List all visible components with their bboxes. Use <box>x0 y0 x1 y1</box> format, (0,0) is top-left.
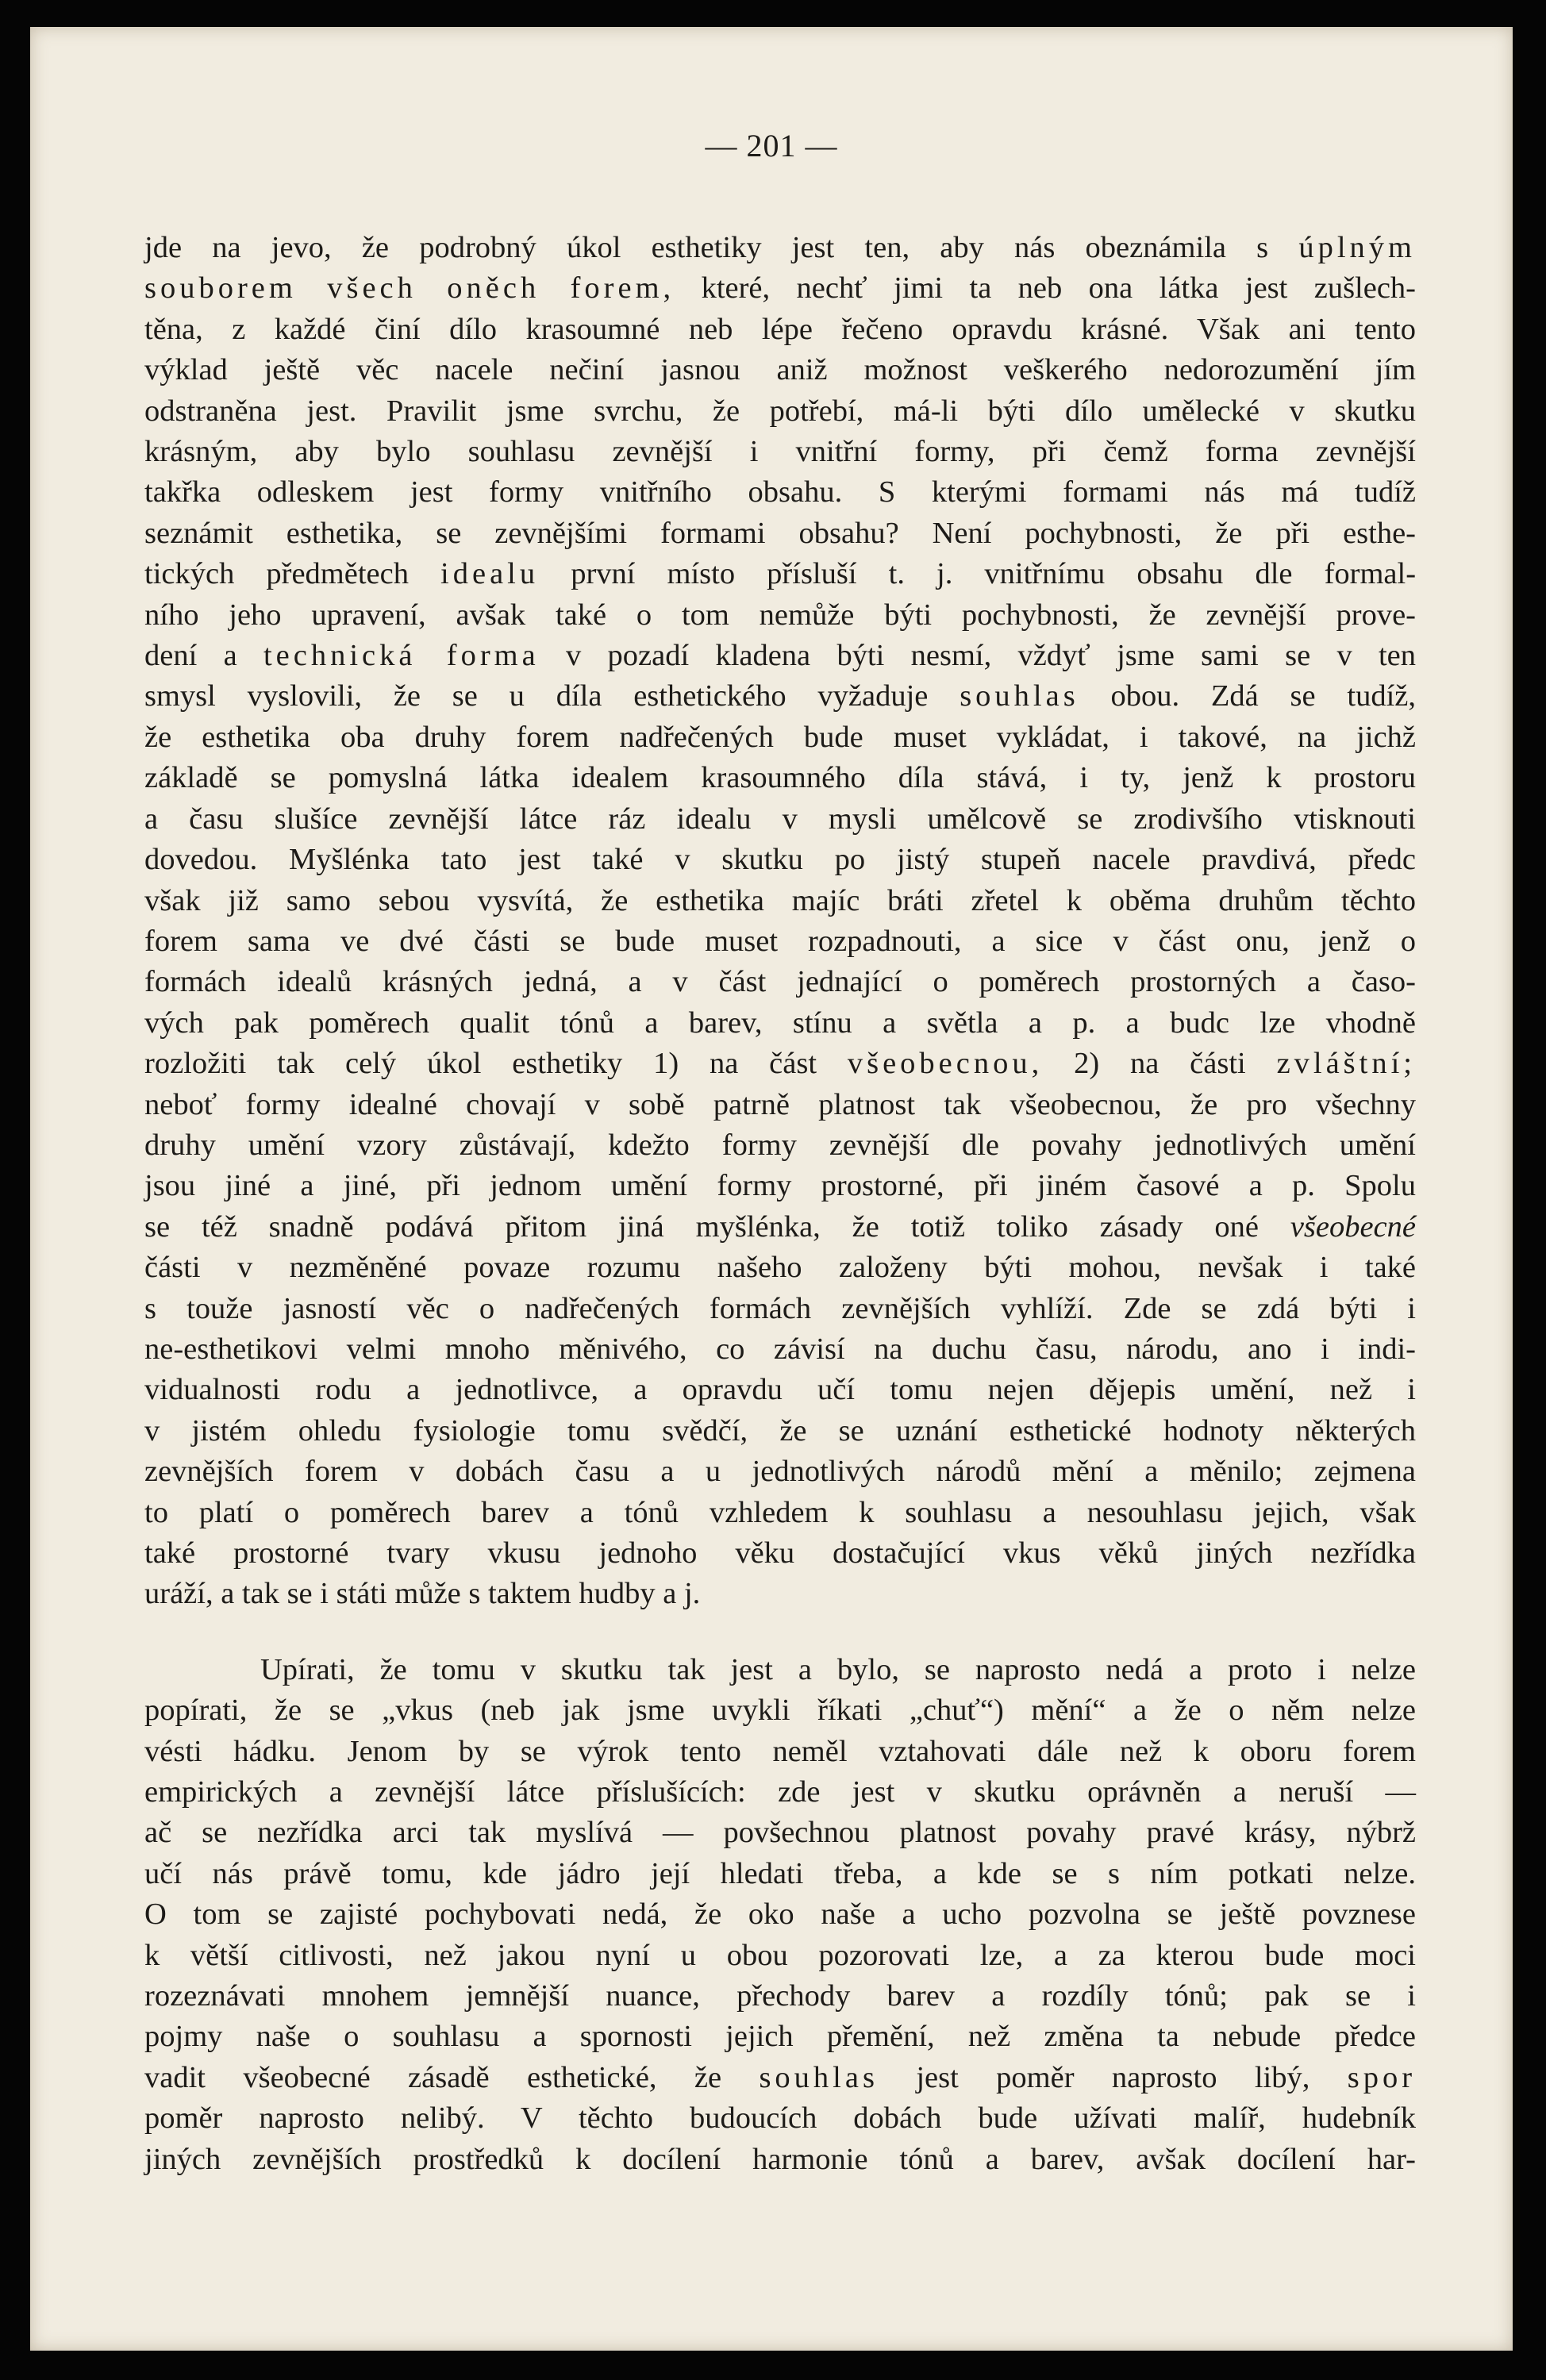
text-line: výklad ještě věc nacele nečiní jasnou aniž možnost veškerého nedorozumění jím <box>144 353 1416 387</box>
text-line: neboť formy idealné chovají v sobě patrně platnost tak všeobecnou, že pro všechny <box>144 1087 1416 1121</box>
text-line: tických předmětech idealu první místo přísluší t. j. vnitřnímu obsahu dle formal- <box>144 557 1417 591</box>
text-line: O tom se zajisté pochybovati nedá, že oko naše a ucho pozvolna se ještě povznese <box>144 1897 1416 1932</box>
book-page <box>30 27 1513 2351</box>
text-line: rozložiti tak celý úkol esthetiky 1) na část všeobecnou, 2) na části zvláštní; <box>144 1047 1417 1081</box>
text-line: jiných zevnějších prostředků k docílení harmonie tónů a barev, avšak docílení har- <box>144 2142 1416 2176</box>
text-line: empirických a zevnější látce příslušících: zde jest v skutku oprávněn a neruší — <box>144 1775 1416 1809</box>
body-text <box>144 228 1416 2180</box>
text-line: však již samo sebou vysvítá, že esthetika majíc bráti zřetel k oběma druhům těchto <box>144 883 1416 917</box>
text-line: rozeznávati mnohem jemnější nuance, přechody barev a rozdíly tónů; pak se i <box>144 1979 1416 2013</box>
text-line: seznámit esthetika, se zevnějšími formami obsahu? Není pochybnosti, že při esthe- <box>144 516 1416 550</box>
text-line: vidualnosti rodu a jednotlivce, a opravdu učí tomu nejen dějepis umění, než i <box>144 1373 1416 1407</box>
text-line: krásným, aby bylo souhlasu zevnější i vnitřní formy, při čemž forma zevnější <box>144 435 1416 469</box>
text-line: části v nezměněné povaze rozumu našeho založeny býti mohou, nevšak i také <box>144 1251 1416 1285</box>
text-line: forem sama ve dvé části se bude muset rozpadnouti, a sice v část onu, jenž o <box>144 924 1416 958</box>
text-line: popírati, že se „vkus (neb jak jsme uvykli říkati „chuť“) mění“ a že o něm nelze <box>144 1694 1416 1728</box>
text-line: odstraněna jest. Pravilit jsme svrchu, že potřebí, má-li býti dílo umělecké v skutku <box>144 394 1416 428</box>
text-line: druhy umění vzory zůstávají, kdežto formy zevnější dle povahy jednotlivých umění <box>144 1128 1416 1162</box>
text-line: to platí o poměrech barev a tónů vzhledem k souhlasu a nesouhlasu jejich, však <box>144 1495 1416 1529</box>
text-line: vésti hádku. Jenom by se výrok tento neměl vztahovati dále než k oboru forem <box>144 1734 1416 1768</box>
text-line: uráží, a tak se i státi může s taktem hudby a j. <box>144 1577 701 1611</box>
text-line: formách idealů krásných jedná, a v část jednající o poměrech prostorných a časo- <box>144 965 1416 999</box>
text-line: dení a technická forma v pozadí kladena býti nesmí, vždyť jsme sami se v ten <box>144 639 1417 673</box>
text-line: takřka odleskem jest formy vnitřního obsahu. S kterými formami nás má tudíž <box>144 475 1416 509</box>
text-line: s touže jasností věc o nadřečených formách zevnějších vyhlíží. Zde se zdá býti i <box>144 1291 1416 1325</box>
paragraph-1 <box>144 228 1416 1615</box>
text-line: že esthetika oba druhy forem nadřečených bude muset vykládat, i takové, na jichž <box>144 720 1416 754</box>
text-line: pojmy naše o souhlasu a spornosti jejich přemění, než změna ta nebude předce <box>144 2020 1416 2054</box>
text-line: v jistém ohledu fysiologie tomu svědčí, že se uznání esthetické hodnoty některých <box>144 1413 1416 1448</box>
text-line: základě se pomyslná látka idealem krasoumného díla stává, i ty, jenž k prostoru <box>144 761 1416 795</box>
text-line: těna, z každé činí dílo krasoumné neb lépe řečeno opravdu krásné. Však ani tento <box>144 312 1416 346</box>
text-line: jde na jevo, že podrobný úkol esthetiky jest ten, aby nás obeznámila s úplným <box>144 231 1416 264</box>
paragraph-gap <box>144 1615 1416 1650</box>
text-line: vých pak poměrech qualit tónů a barev, stínu a světla a p. a budc lze vhodně <box>144 1005 1416 1040</box>
paragraph-2 <box>144 1650 1416 2180</box>
text-line: vadit všeobecné zásadě esthetické, že souhlas jest poměr naprosto libý, spor <box>144 2060 1417 2094</box>
text-line: ního jeho upravení, avšak také o tom nemůže býti pochybnosti, že zevnější prove- <box>144 598 1416 632</box>
text-line: souborem všech oněch forem, které, nechť jimi ta neb ona látka jest zušlech- <box>144 271 1416 306</box>
text-line: se též snadně podává přitom jiná myšlénka, že totiž toliko zásady oné všeobecné <box>144 1209 1416 1244</box>
text-line: ne-esthetikovi velmi mnoho měnivého, co závisí na duchu času, národu, ano i indi- <box>144 1332 1416 1366</box>
text-line: k větší citlivosti, než jakou nyní u obou pozorovati lze, a za kterou bude moci <box>144 1938 1416 1972</box>
text-line: zevnějších forem v dobách času a u jednotlivých národů mění a měnilo; zejmena <box>144 1455 1416 1489</box>
page-number: — 201 — <box>705 128 838 163</box>
text-line: jsou jiné a jiné, při jednom umění formy prostorné, při jiném časové a p. Spolu <box>144 1169 1416 1203</box>
text-line: ač se nezřídka arci tak myslívá — povšechnou platnost povahy pravé krásy, nýbrž <box>144 1816 1416 1850</box>
text-line: poměr naprosto nelibý. V těchto budoucích dobách bude užívati malíř, hudebník <box>144 2101 1416 2136</box>
text-line: také prostorné tvary vkusu jednoho věku dostačující vkus věků jiných nezřídka <box>144 1536 1416 1570</box>
text-line: dovedou. Myšlénka tato jest také v skutku po jistý stupeň nacele pravdivá, předc <box>144 843 1416 877</box>
text-line: smysl vyslovili, že se u díla esthetického vyžaduje souhlas obou. Zdá se tudíž, <box>144 679 1417 713</box>
text-line: a času slušíce zevnější látce ráz idealu v mysli umělcově se zrodivšího vtisknouti <box>144 802 1416 836</box>
text-line: Upírati, že tomu v skutku tak jest a bylo, se naprosto nedá a proto i nelze <box>260 1652 1416 1686</box>
text-line: učí nás právě tomu, kde jádro její hledati třeba, a kde se s ním potkati nelze. <box>144 1856 1416 1890</box>
